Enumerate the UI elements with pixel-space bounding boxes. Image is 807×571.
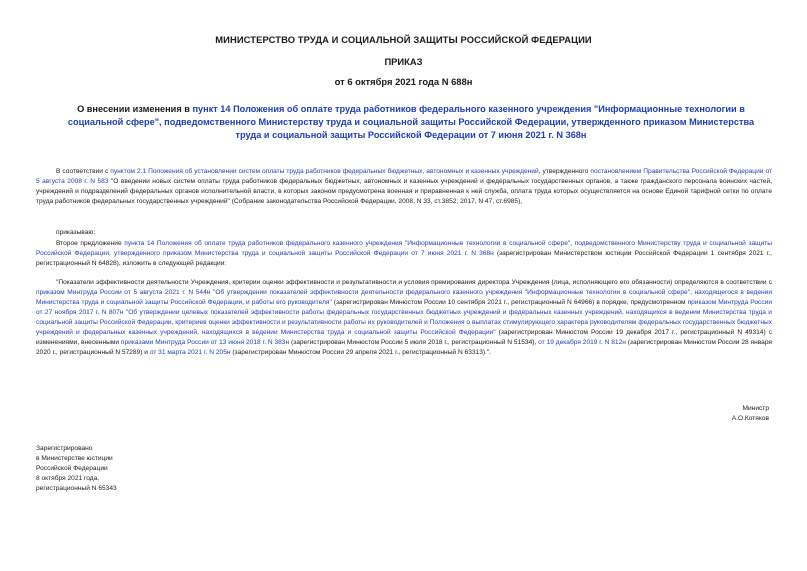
p4-text-1: "Показатели эффективности деятельности Учреждения, критерии оценки эффективности и результативности и условия премирования директора Учреждения (лица, исполняющего его обязанности) определяются в соответствии с — [56, 279, 772, 286]
paragraph-order-word: приказываю: — [56, 229, 96, 236]
p3-text-1: Второе предложение — [56, 240, 125, 247]
document-date: от 6 октября 2021 года N 688н — [334, 76, 473, 87]
signature-name: А.О.Котяков — [731, 415, 769, 422]
p1-text-1: В соответствии с — [56, 168, 111, 175]
p4-link-order-807n[interactable]: приказом Минтруда России от 27 ноября 2017 г. N 807н "Об утверждении целевых показателей эффективности работы федеральных государственных бюджетных учреждений и федеральных казенных учреждений, находящихся в ведении Министерства труда и социальной защиты Российской Федерации, критериев оценки эффективности и результативности работы их руководителей и Положения о выплатах стимулирующего характера руководителям федеральных государственных бюджетных учреждений и федеральных казенных учреждений, находящихся в ведении Министерства труда и социальной защиты Российской Федерации" — [36, 299, 772, 336]
p4-link-order-383n[interactable]: приказами Минтруда России от 13 июня 2018 г. N 383н — [120, 339, 290, 346]
p4-text-5: (зарегистрирован Минюстом России 28 января 2020 г., регистрационный N 57289) и — [36, 339, 772, 356]
p1-text-2: , утвержденного — [538, 168, 591, 175]
registration-line-3: Российской Федерации — [36, 465, 108, 472]
registration-line-5: регистрационный N 65343 — [36, 485, 117, 492]
p4-link-order-205n[interactable]: от 31 марта 2021 г. N 205н — [149, 349, 231, 356]
ministry-name: МИНИСТЕРСТВО ТРУДА И СОЦИАЛЬНОЙ ЗАЩИТЫ РОССИЙСКОЙ ФЕДЕРАЦИИ — [215, 34, 592, 45]
title-link-order-368n[interactable]: приказом Министерства труда и социальной защиты Российской Федерации от 7 июня 2021 г. N 368н — [235, 117, 755, 140]
document-title — [60, 103, 762, 142]
p1-text-3: "О введении новых систем оплаты труда работников федеральных бюджетных, автономных и казенных учреждений и федеральных государственных органов, а также гражданского персонала воинских частей, учреждений и подразделений федеральных органов исполнительной власти, в которых законом предусмотрена военная и приравненная к ней служба, оплата труда которых осуществляется на основе Единой тарифной сетки по оплате труда работников федеральных государственных учреждений" (Собрание законодательства Российской Федерации, 2008, N 33, ст.3852; 2017, N 47, ст.6985), — [36, 178, 772, 205]
document-type: ПРИКАЗ — [384, 56, 423, 67]
title-text-pre: О внесении изменения в — [77, 104, 193, 114]
p4-link-order-812n[interactable]: от 19 декабря 2019 г. N 812н — [538, 339, 626, 346]
paragraph-new-wording — [36, 278, 772, 358]
title-link-clause-14[interactable]: пункт 14 Положения об оплате труда работников федерального казенного учреждения "Информационные технологии в социальной сфере", подведомственного Министерству труда и социальной защиты Российской Федерации, утвержденного — [67, 104, 745, 127]
p3-text-2: (зарегистрирован Министерством юстиции Российской Федерации 1 сентября 2021 г., регистрационный N 64828), изложить в следующей редакции: — [36, 250, 772, 267]
registration-line-2: в Министерстве юстиции — [36, 455, 113, 462]
p3-link-clause-14[interactable]: пункта 14 Положения об оплате труда работников федерального казенного учреждения "Информационные технологии в социальной сфере", подведомственного Министерству труда и социальной защиты Российской Федерации, утвержденного приказом Министерства труда и социальной защиты Российской Федерации от 7 июня 2021 г. N 368н — [36, 240, 772, 257]
signature-position: Министр — [742, 405, 769, 412]
registration-line-1: Зарегистрировано — [36, 445, 93, 452]
paragraph-amendment — [36, 239, 772, 269]
p4-text-2: (зарегистрирован Минюстом России 10 сентября 2021 г., регистрационный N 64966) в порядке, предусмотренном — [331, 299, 688, 306]
p4-link-order-544n[interactable]: приказом Минтруда России от 5 августа 2021 г. N 544н "Об утверждении показателей эффективности деятельности федерального казенного учреждения "Информационные технологии в социальной сфере", находящегося в ведении Министерства труда и социальной защиты Российской Федерации, и работы его руководителя" — [36, 289, 772, 306]
paragraph-basis — [36, 167, 772, 207]
p1-link-resolution-583[interactable]: постановлением Правительства Российской Федерации от 5 августа 2008 г. N 583 — [36, 168, 772, 185]
registration-block — [36, 444, 117, 494]
p1-link-clause-2-1[interactable]: пунктом 2.1 Положения об установлении систем оплаты труда работников федеральных бюджетных, автономных и казенных учреждений — [110, 168, 539, 175]
p4-text-6: (зарегистрирован Минюстом России 29 апреля 2021 г., регистрационный N 63313).". — [230, 349, 492, 356]
registration-line-4: 8 октября 2021 года, — [36, 475, 100, 482]
p4-text-3: (зарегистрирован Минюстом России 19 декабря 2017 г., регистрационный N 49314) с изменениями, внесенными — [36, 329, 772, 346]
signature-block — [732, 404, 769, 424]
p4-text-4: (зарегистрирован Минюстом России 5 июля 2018 г., регистрационный N 51534), — [289, 339, 539, 346]
